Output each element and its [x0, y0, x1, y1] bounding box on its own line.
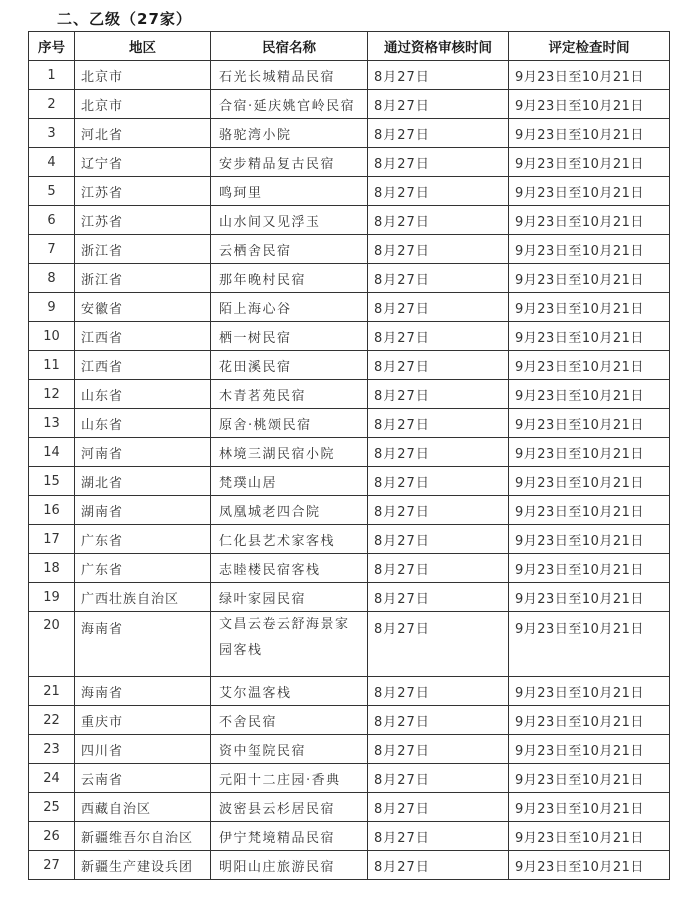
cell-review-date: 8月27日	[368, 438, 509, 467]
cell-review-date: 8月27日	[368, 677, 509, 706]
cell-review-date: 8月27日	[368, 764, 509, 793]
table-row	[29, 764, 670, 793]
cell-review-date: 8月27日	[368, 264, 509, 293]
cell-inspection-period: 9月23日至10月21日	[509, 119, 670, 148]
cell-homestay-name: 山水间又见浮玉	[211, 206, 368, 235]
cell-homestay-name: 原舍·桃颂民宿	[211, 409, 368, 438]
table-row	[29, 119, 670, 148]
cell-region: 云南省	[75, 764, 211, 793]
table-row	[29, 235, 670, 264]
cell-no: 5	[29, 177, 75, 206]
cell-inspection-period: 9月23日至10月21日	[509, 677, 670, 706]
table-row	[29, 677, 670, 706]
cell-region: 广东省	[75, 525, 211, 554]
table-row	[29, 851, 670, 880]
cell-no: 20	[29, 612, 75, 677]
cell-review-date: 8月27日	[368, 148, 509, 177]
cell-no: 8	[29, 264, 75, 293]
cell-review-date: 8月27日	[368, 554, 509, 583]
cell-inspection-period: 9月23日至10月21日	[509, 822, 670, 851]
table-row	[29, 148, 670, 177]
table-row	[29, 583, 670, 612]
cell-review-date: 8月27日	[368, 177, 509, 206]
cell-homestay-name: 绿叶家园民宿	[211, 583, 368, 612]
cell-region: 江苏省	[75, 206, 211, 235]
cell-region: 海南省	[75, 612, 211, 677]
table-row	[29, 554, 670, 583]
cell-homestay-name: 明阳山庄旅游民宿	[211, 851, 368, 880]
cell-no: 4	[29, 148, 75, 177]
cell-no: 2	[29, 90, 75, 119]
cell-region: 广西壮族自治区	[75, 583, 211, 612]
cell-homestay-name: 石光长城精品民宿	[211, 61, 368, 90]
cell-review-date: 8月27日	[368, 206, 509, 235]
cell-homestay-name: 艾尔温客栈	[211, 677, 368, 706]
cell-homestay-name: 骆驼湾小院	[211, 119, 368, 148]
cell-review-date: 8月27日	[368, 380, 509, 409]
cell-homestay-name: 文昌云卷云舒海景家园客栈	[211, 612, 368, 677]
cell-no: 11	[29, 351, 75, 380]
cell-region: 海南省	[75, 677, 211, 706]
cell-review-date: 8月27日	[368, 119, 509, 148]
cell-homestay-name: 元阳十二庄园·香典	[211, 764, 368, 793]
cell-no: 1	[29, 61, 75, 90]
cell-review-date: 8月27日	[368, 90, 509, 119]
table-row	[29, 351, 670, 380]
cell-review-date: 8月27日	[368, 235, 509, 264]
cell-region: 新疆维吾尔自治区	[75, 822, 211, 851]
cell-homestay-name: 安步精品复古民宿	[211, 148, 368, 177]
cell-region: 新疆生产建设兵团	[75, 851, 211, 880]
cell-homestay-name: 伊宁梵境精品民宿	[211, 822, 368, 851]
table-row	[29, 293, 670, 322]
table-row	[29, 735, 670, 764]
table-row	[29, 90, 670, 119]
table-row	[29, 438, 670, 467]
cell-region: 浙江省	[75, 235, 211, 264]
cell-no: 26	[29, 822, 75, 851]
cell-homestay-name: 不舍民宿	[211, 706, 368, 735]
cell-inspection-period: 9月23日至10月21日	[509, 148, 670, 177]
cell-review-date: 8月27日	[368, 735, 509, 764]
cell-inspection-period: 9月23日至10月21日	[509, 438, 670, 467]
cell-review-date: 8月27日	[368, 293, 509, 322]
col-header-region: 地区	[75, 32, 211, 61]
cell-inspection-period: 9月23日至10月21日	[509, 61, 670, 90]
cell-inspection-period: 9月23日至10月21日	[509, 612, 670, 677]
cell-region: 河南省	[75, 438, 211, 467]
cell-inspection-period: 9月23日至10月21日	[509, 706, 670, 735]
table-row	[29, 380, 670, 409]
cell-inspection-period: 9月23日至10月21日	[509, 90, 670, 119]
cell-no: 25	[29, 793, 75, 822]
table-row	[29, 322, 670, 351]
cell-homestay-name: 资中玺院民宿	[211, 735, 368, 764]
col-header-name: 民宿名称	[211, 32, 368, 61]
cell-inspection-period: 9月23日至10月21日	[509, 851, 670, 880]
col-header-review-date: 通过资格审核时间	[368, 32, 509, 61]
cell-homestay-name: 梵璞山居	[211, 467, 368, 496]
cell-review-date: 8月27日	[368, 61, 509, 90]
cell-region: 湖南省	[75, 496, 211, 525]
cell-region: 江西省	[75, 351, 211, 380]
cell-inspection-period: 9月23日至10月21日	[509, 177, 670, 206]
cell-review-date: 8月27日	[368, 351, 509, 380]
cell-inspection-period: 9月23日至10月21日	[509, 735, 670, 764]
cell-region: 江西省	[75, 322, 211, 351]
table-row	[29, 206, 670, 235]
cell-no: 13	[29, 409, 75, 438]
cell-region: 四川省	[75, 735, 211, 764]
cell-inspection-period: 9月23日至10月21日	[509, 793, 670, 822]
cell-region: 北京市	[75, 61, 211, 90]
cell-region: 山东省	[75, 380, 211, 409]
cell-review-date: 8月27日	[368, 525, 509, 554]
cell-no: 23	[29, 735, 75, 764]
table-row	[29, 409, 670, 438]
cell-inspection-period: 9月23日至10月21日	[509, 235, 670, 264]
cell-no: 6	[29, 206, 75, 235]
cell-no: 21	[29, 677, 75, 706]
cell-homestay-name: 花田溪民宿	[211, 351, 368, 380]
col-header-no: 序号	[29, 32, 75, 61]
table-row	[29, 496, 670, 525]
cell-no: 9	[29, 293, 75, 322]
cell-region: 湖北省	[75, 467, 211, 496]
cell-no: 12	[29, 380, 75, 409]
cell-no: 7	[29, 235, 75, 264]
cell-homestay-name: 凤凰城老四合院	[211, 496, 368, 525]
cell-inspection-period: 9月23日至10月21日	[509, 554, 670, 583]
cell-inspection-period: 9月23日至10月21日	[509, 380, 670, 409]
table-row	[29, 822, 670, 851]
cell-homestay-name: 合宿·延庆姚官岭民宿	[211, 90, 368, 119]
cell-homestay-name: 栖一树民宿	[211, 322, 368, 351]
cell-no: 10	[29, 322, 75, 351]
cell-region: 江苏省	[75, 177, 211, 206]
homestay-table	[28, 31, 670, 880]
cell-review-date: 8月27日	[368, 409, 509, 438]
cell-inspection-period: 9月23日至10月21日	[509, 525, 670, 554]
cell-inspection-period: 9月23日至10月21日	[509, 467, 670, 496]
table-row	[29, 61, 670, 90]
cell-no: 24	[29, 764, 75, 793]
cell-no: 15	[29, 467, 75, 496]
section-heading: 二、乙级（27家）	[57, 10, 192, 28]
cell-no: 3	[29, 119, 75, 148]
cell-homestay-name: 陌上海心谷	[211, 293, 368, 322]
cell-inspection-period: 9月23日至10月21日	[509, 764, 670, 793]
cell-homestay-name: 云栖舍民宿	[211, 235, 368, 264]
cell-no: 14	[29, 438, 75, 467]
cell-inspection-period: 9月23日至10月21日	[509, 322, 670, 351]
cell-inspection-period: 9月23日至10月21日	[509, 409, 670, 438]
cell-review-date: 8月27日	[368, 851, 509, 880]
cell-homestay-name: 林境三湖民宿小院	[211, 438, 368, 467]
cell-region: 广东省	[75, 554, 211, 583]
cell-review-date: 8月27日	[368, 822, 509, 851]
cell-homestay-name: 波密县云杉居民宿	[211, 793, 368, 822]
cell-inspection-period: 9月23日至10月21日	[509, 206, 670, 235]
cell-region: 北京市	[75, 90, 211, 119]
table-row	[29, 467, 670, 496]
cell-review-date: 8月27日	[368, 612, 509, 677]
cell-inspection-period: 9月23日至10月21日	[509, 293, 670, 322]
cell-inspection-period: 9月23日至10月21日	[509, 583, 670, 612]
cell-region: 山东省	[75, 409, 211, 438]
cell-region: 安徽省	[75, 293, 211, 322]
cell-region: 西藏自治区	[75, 793, 211, 822]
table-row	[29, 525, 670, 554]
cell-region: 河北省	[75, 119, 211, 148]
cell-review-date: 8月27日	[368, 583, 509, 612]
cell-homestay-name: 仁化县艺术家客栈	[211, 525, 368, 554]
cell-inspection-period: 9月23日至10月21日	[509, 264, 670, 293]
cell-review-date: 8月27日	[368, 496, 509, 525]
cell-review-date: 8月27日	[368, 467, 509, 496]
cell-homestay-name: 志睦楼民宿客栈	[211, 554, 368, 583]
cell-review-date: 8月27日	[368, 322, 509, 351]
cell-review-date: 8月27日	[368, 706, 509, 735]
cell-no: 17	[29, 525, 75, 554]
cell-homestay-name: 那年晚村民宿	[211, 264, 368, 293]
col-header-inspection-period: 评定检查时间	[509, 32, 670, 61]
cell-inspection-period: 9月23日至10月21日	[509, 496, 670, 525]
cell-no: 16	[29, 496, 75, 525]
cell-homestay-name: 木青茗苑民宿	[211, 380, 368, 409]
cell-region: 浙江省	[75, 264, 211, 293]
cell-no: 19	[29, 583, 75, 612]
cell-no: 18	[29, 554, 75, 583]
table-header-row	[29, 32, 670, 61]
cell-inspection-period: 9月23日至10月21日	[509, 351, 670, 380]
cell-no: 22	[29, 706, 75, 735]
cell-region: 辽宁省	[75, 148, 211, 177]
table-row	[29, 793, 670, 822]
table-row	[29, 612, 670, 677]
table-row	[29, 706, 670, 735]
cell-region: 重庆市	[75, 706, 211, 735]
cell-no: 27	[29, 851, 75, 880]
cell-homestay-name: 鸣珂里	[211, 177, 368, 206]
cell-review-date: 8月27日	[368, 793, 509, 822]
table-row	[29, 177, 670, 206]
table-row	[29, 264, 670, 293]
